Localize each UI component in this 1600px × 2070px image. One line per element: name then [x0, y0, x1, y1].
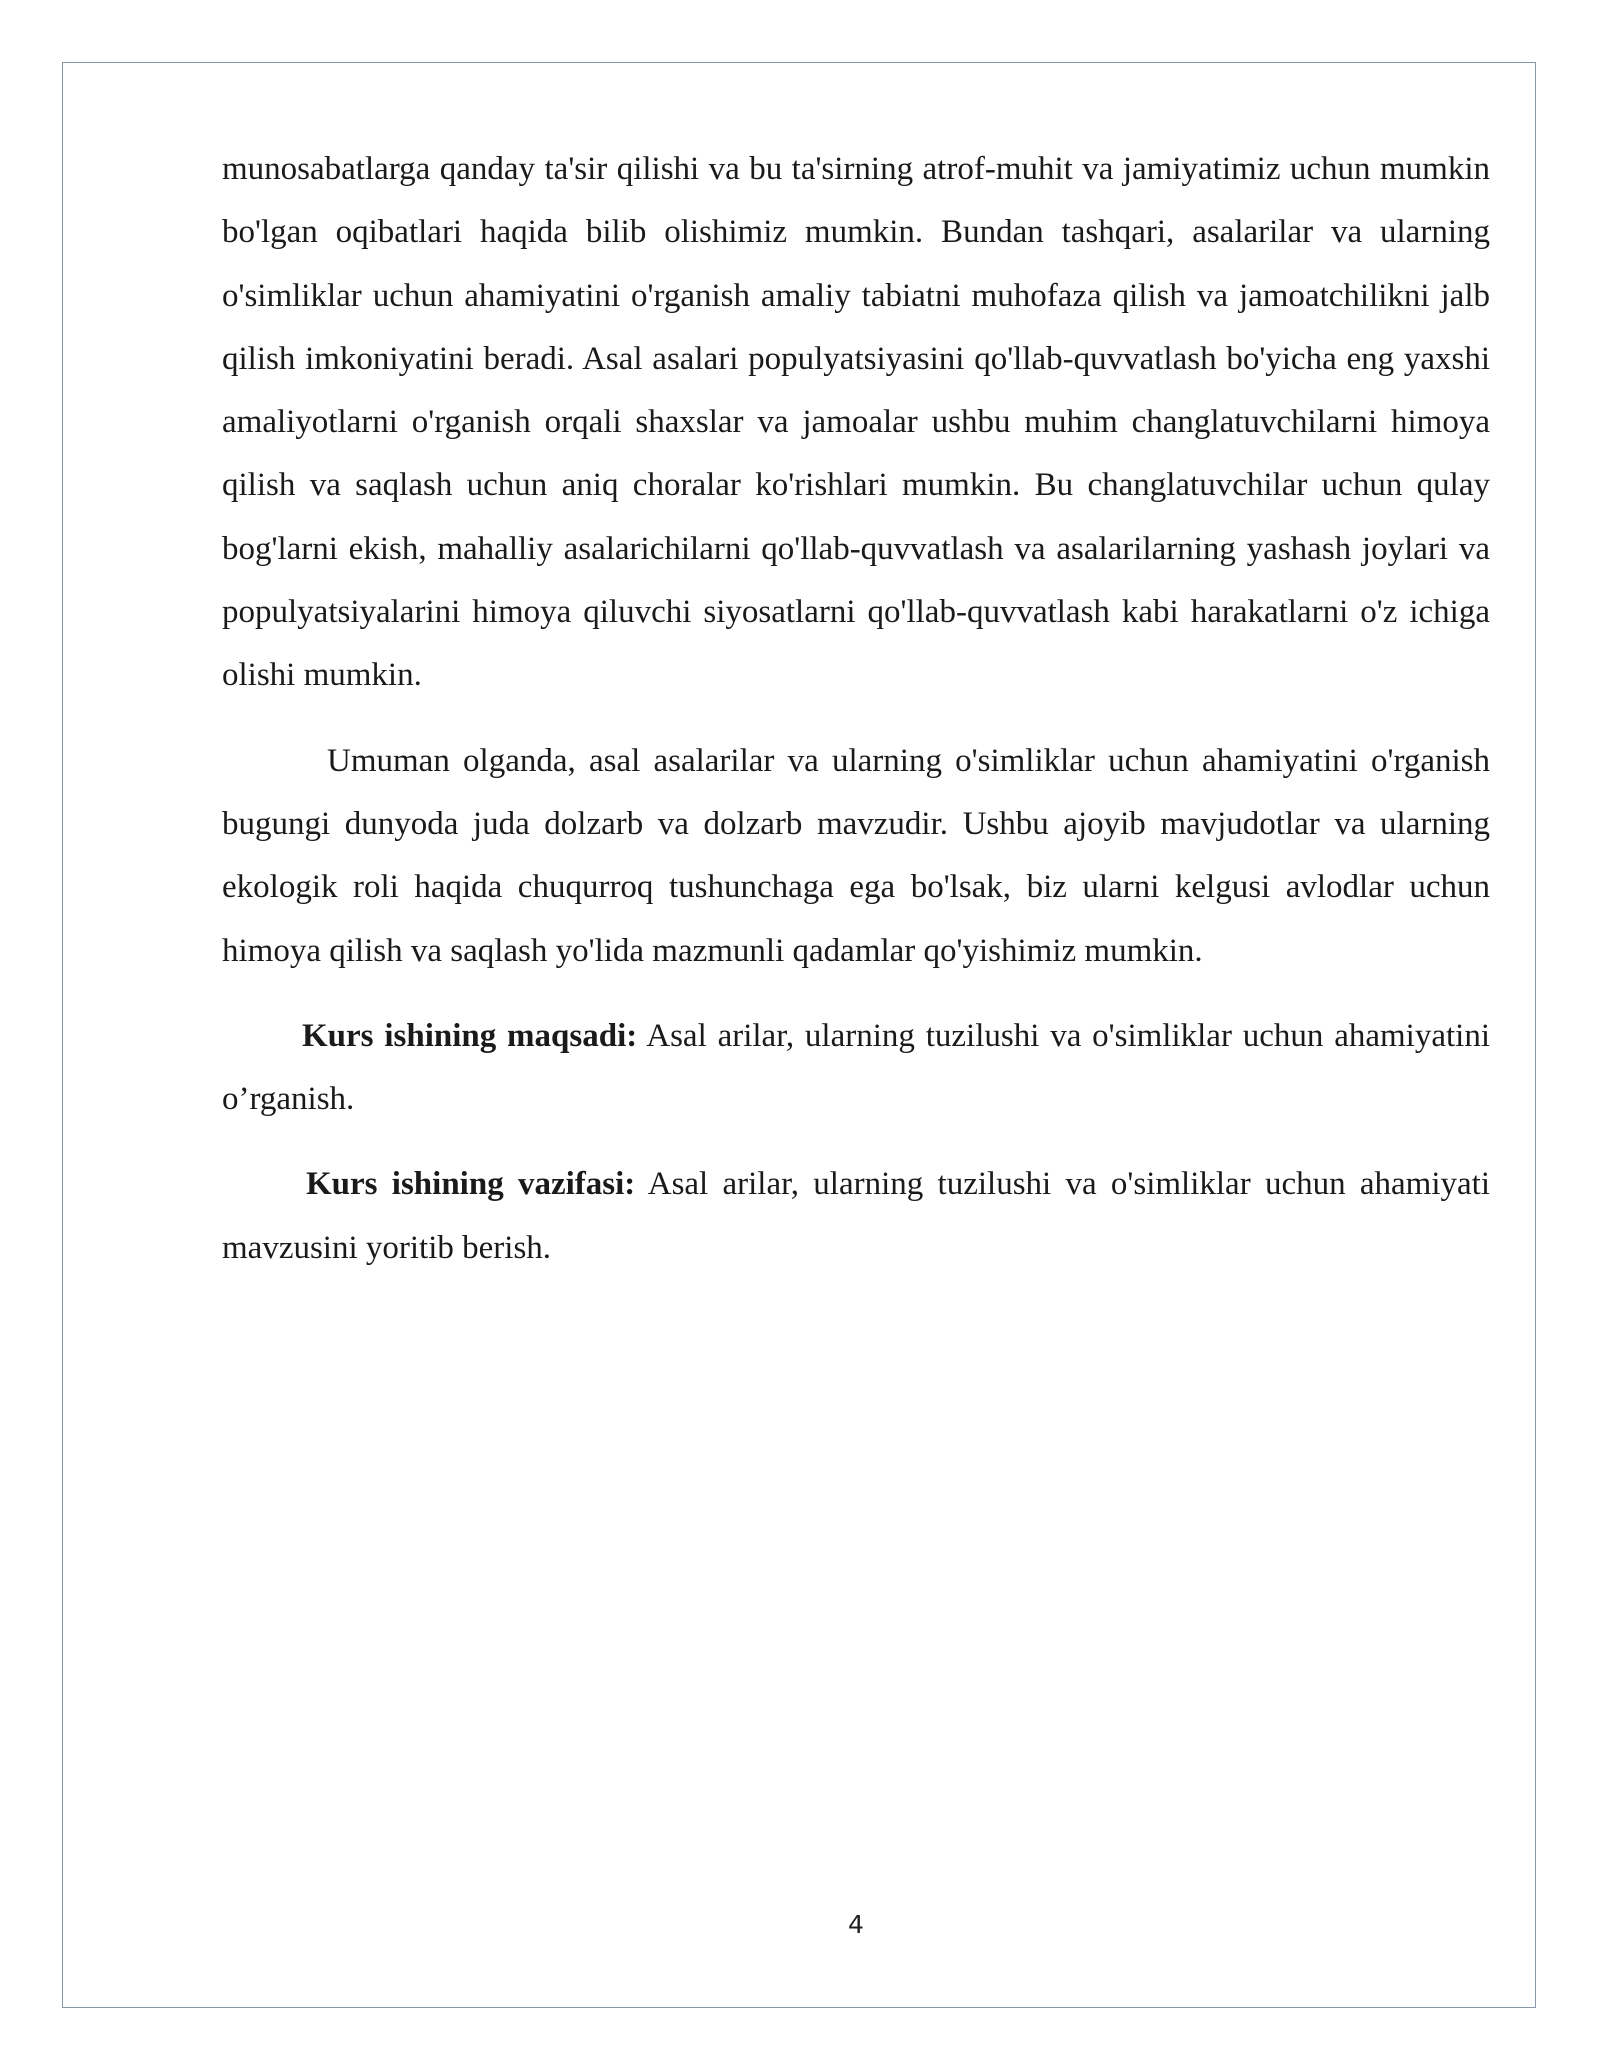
task-label: Kurs ishining vazifasi:	[306, 1166, 636, 1203]
paragraph-task	[222, 1153, 1490, 1280]
paragraph-1: munosabatlarga qanday ta'sir qilishi va bu ta'sirning atrof-muhit va jamiyatimiz uchun mumkin bo'lgan oqibatlari haqida bilib olishimiz mumkin. Bundan tashqari, asalarilar va ularning o'simliklar uchun ahamiyatini o'rganish amaliy tabiatni muhofaza qilish va jamoatchilikni jalb qilish imkoniyatini beradi. Asal asalari populyatsiyasini qo'llab-quvvatlash bo'yicha eng yaxshi amaliyotlarni o'rganish orqali shaxslar va jamoalar ushbu muhim changlatuvchilarni himoya qilish va saqlash uchun aniq choralar ko'rishlari mumkin. Bu changlatuvchilar uchun qulay bog'larni ekish, mahalliy asalarichilarni qo'llab-quvvatlash va asalarilarning yashash joylari va populyatsiyalarini himoya qiluvchi siyosatlarni qo'llab-quvvatlash kabi harakatlarni o'z ichiga olishi mumkin.	[222, 151, 1490, 694]
paragraph-goal	[222, 1005, 1490, 1132]
document-body	[222, 138, 1490, 1280]
page-number: 4	[848, 1910, 864, 1939]
goal-label: Kurs ishining maqsadi:	[302, 1017, 638, 1054]
goal-text: Asal arilar, ularning tuzilushi va o'simliklar uchun ahamiyatini o’rganish.	[222, 1017, 1491, 1118]
task-text: Asal arilar, ularning tuzilushi va o'simliklar uchun ahamiyati mavzusini yoritib berish.	[222, 1166, 1490, 1266]
paragraph-2: Umuman olganda, asal asalarilar va ularning o'simliklar uchun ahamiyatini o'rganish bugungi dunyoda juda dolzarb va dolzarb mavzudir. Ushbu ajoyib mavjudotlar va ularning ekologik roli haqida chuqurroq tushunchaga ega bo'lsak, biz ularni kelgusi avlodlar uchun himoya qilish va saqlash yo'lida mazmunli qadamlar qo'yishimiz mumkin.	[222, 742, 1490, 969]
